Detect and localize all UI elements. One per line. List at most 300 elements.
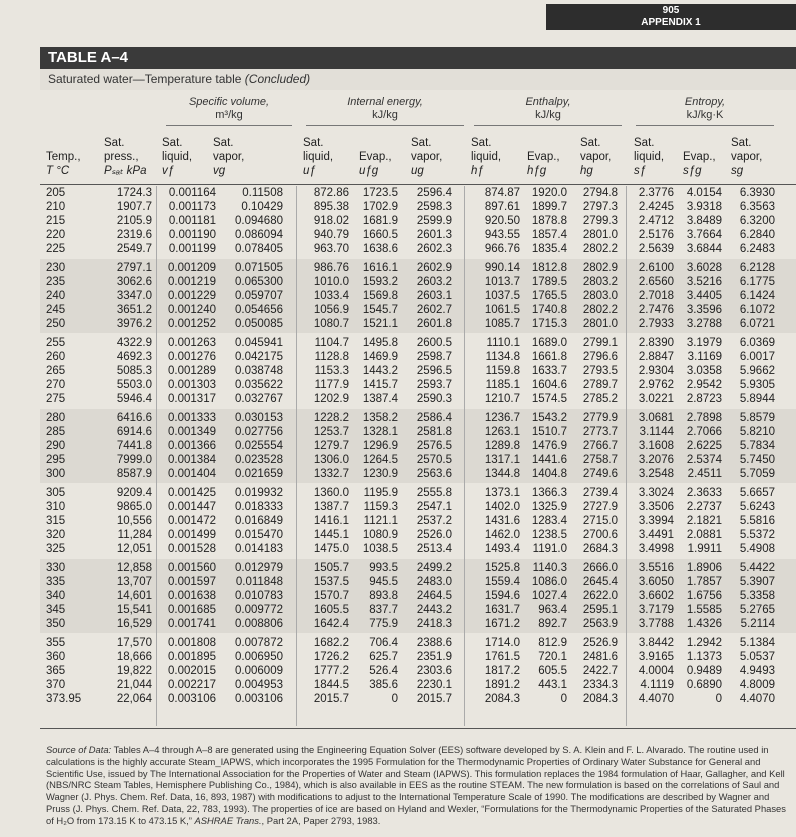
table-cell: 385.6 [369, 679, 398, 691]
column-header-line: vapor, [580, 151, 612, 163]
table-cell: 365 [46, 665, 66, 677]
table-cell: 2600.5 [416, 337, 452, 349]
table-row [40, 392, 796, 406]
table-cell: 275 [46, 393, 66, 405]
column-header-line: vapor, [731, 151, 763, 163]
column-header-line: Evap., [527, 151, 560, 163]
table-cell: 5.7834 [739, 440, 775, 452]
table-cell: 2443.2 [416, 604, 452, 616]
table-cell: 370 [46, 679, 66, 691]
column-header-line [683, 136, 716, 150]
table-cell: 265 [46, 365, 66, 377]
table-cell: 205 [46, 187, 66, 199]
table-cell: 0.001808 [168, 637, 216, 649]
table-cell: 280 [46, 412, 66, 424]
table-cell: 2.8390 [638, 337, 674, 349]
table-cell: 1510.7 [531, 426, 567, 438]
table-cell: 3.6050 [638, 576, 674, 588]
group-name: Enthalpy, [525, 96, 571, 108]
table-cell: 526.4 [369, 665, 398, 677]
column-header-line: sɡ [731, 165, 744, 177]
table-cell: 6.0369 [739, 337, 775, 349]
table-row [40, 589, 796, 603]
table-cell: 3.9318 [686, 201, 722, 213]
footnote-tail: , Part 2A, Paper 2793, 1983. [261, 814, 381, 826]
table-cell: 1817.2 [484, 665, 520, 677]
table-cell: 837.7 [369, 604, 398, 616]
table-cell: 1920.0 [531, 187, 567, 199]
table-cell: 0.007872 [235, 637, 283, 649]
column-header-line: press., [104, 151, 139, 163]
table-cell: 893.8 [369, 590, 398, 602]
table-cell: 5503.0 [116, 379, 152, 391]
column-header [411, 136, 442, 178]
column-divider [296, 186, 297, 726]
column-header [213, 136, 244, 178]
table-row [40, 350, 796, 364]
table-cell: 1037.5 [484, 290, 520, 302]
table-subtitle [40, 69, 796, 90]
table-cell: 986.76 [313, 262, 349, 274]
table-cell: 2.8723 [686, 393, 722, 405]
table-row [40, 636, 796, 650]
table-cell: 4.4070 [638, 693, 674, 705]
table-cell: 0.001366 [168, 440, 216, 452]
table-cell: 1080.7 [313, 318, 349, 330]
row-group [40, 561, 796, 631]
table-cell: 330 [46, 562, 66, 574]
table-cell: 6.0017 [739, 351, 775, 363]
group-unit: kJ/kg [535, 109, 561, 121]
table-cell: 1038.5 [362, 543, 398, 555]
table-cell: 3.7664 [686, 229, 722, 241]
table-row [40, 617, 796, 631]
table-cell: 0.001384 [168, 454, 216, 466]
table-cell: 1085.7 [484, 318, 520, 330]
table-cell: 19,822 [116, 665, 152, 677]
table-cell: 1857.4 [531, 229, 567, 241]
table-cell: 7441.8 [116, 440, 152, 452]
table-cell: 1104.7 [314, 337, 349, 349]
table-cell: 918.02 [313, 215, 349, 227]
table-cell: 1642.4 [313, 618, 349, 630]
table-cell: 315 [46, 515, 66, 527]
table-cell: 2603.1 [416, 290, 452, 302]
table-cell: 0.011848 [235, 576, 283, 588]
table-cell: 1671.2 [484, 618, 520, 630]
table-cell: 3.0358 [686, 365, 722, 377]
table-cell: 1681.9 [362, 215, 398, 227]
table-cell: 1.4326 [686, 618, 722, 630]
table-cell: 0.030153 [235, 412, 283, 424]
table-cell: 2596.4 [416, 187, 452, 199]
column-header-line: hƒɡ [527, 165, 547, 177]
table-cell: 2.5374 [686, 454, 722, 466]
table-cell: 1574.5 [531, 393, 567, 405]
table-cell: 1476.9 [531, 440, 567, 452]
table-cell: 300 [46, 468, 66, 480]
group-entropy [630, 96, 780, 122]
column-header-line: Sat. [634, 137, 655, 149]
table-cell: 1210.7 [484, 393, 520, 405]
table-cell: 0.9489 [686, 665, 722, 677]
table-cell: 1569.8 [362, 290, 398, 302]
table-cell: 0.071505 [235, 262, 283, 274]
table-cell: 1525.8 [484, 562, 520, 574]
table-cell: 1777.2 [313, 665, 349, 677]
table-cell: 220 [46, 229, 66, 241]
table-cell: 1462.0 [484, 529, 520, 541]
table-cell: 2797.1 [116, 262, 152, 274]
table-cell: 2739.4 [582, 487, 618, 499]
table-row [40, 650, 796, 664]
table-cell: 3.4405 [686, 290, 722, 302]
column-header-line: liquid, [471, 151, 502, 163]
table-cell: 1761.5 [484, 651, 520, 663]
table-cell: 13,707 [116, 576, 152, 588]
table-cell: 1.2942 [686, 637, 722, 649]
table-cell: 0.001685 [168, 604, 216, 616]
table-cell: 3.9165 [638, 651, 674, 663]
table-cell: 1185.1 [485, 379, 520, 391]
table-row [40, 228, 796, 242]
column-header-line: uƒ [303, 165, 316, 177]
column-divider [626, 186, 627, 726]
table-cell: 0.001560 [168, 562, 216, 574]
table-row [40, 186, 796, 200]
table-cell: 4.8009 [739, 679, 775, 691]
table-cell: 1415.7 [362, 379, 398, 391]
column-header-line: Sat. [104, 137, 125, 149]
row-group [40, 486, 796, 556]
table-cell: 1159.3 [363, 501, 398, 513]
table-cell: 1121.1 [363, 515, 398, 527]
table-cell: 1714.0 [484, 637, 520, 649]
table-cell: 1521.1 [362, 318, 398, 330]
column-header [580, 136, 611, 178]
table-cell: 5.2765 [739, 604, 775, 616]
table-cell: 2.7066 [686, 426, 722, 438]
column-header-line: Sat. [731, 137, 752, 149]
table-cell: 22,064 [116, 693, 152, 705]
page-number: 905 [662, 5, 680, 16]
table-cell: 3.8489 [686, 215, 722, 227]
table-cell: 335 [46, 576, 66, 588]
table-row [40, 364, 796, 378]
table-cell: 2622.0 [582, 590, 618, 602]
column-header-line: vƒ [162, 165, 175, 177]
group-rule [306, 125, 464, 126]
table-cell: 1844.5 [313, 679, 349, 691]
column-header-line [46, 136, 81, 150]
table-cell: 2796.6 [582, 351, 618, 363]
table-cell: 1689.0 [531, 337, 567, 349]
table-cell: 250 [46, 318, 66, 330]
table-cell: 230 [46, 262, 66, 274]
table-cell: 1616.1 [362, 262, 398, 274]
table-cell: 2598.3 [416, 201, 452, 213]
table-row [40, 289, 796, 303]
subtitle-note: (Concluded) [244, 72, 311, 86]
table-cell: 1537.5 [313, 576, 349, 588]
table-cell: 0.001199 [168, 243, 216, 255]
table-cell: 6.2840 [739, 229, 775, 241]
table-cell: 215 [46, 215, 66, 227]
table-cell: 1317.1 [484, 454, 520, 466]
table-cell: 0.001741 [168, 618, 216, 630]
table-cell: 325 [46, 543, 66, 555]
table-cell: 2464.5 [416, 590, 452, 602]
table-cell: 443.1 [538, 679, 567, 691]
table-row [40, 486, 796, 500]
table-cell: 3.3506 [638, 501, 674, 513]
column-header [683, 136, 716, 178]
table-cell: 2727.9 [582, 501, 618, 513]
group-rule [474, 125, 622, 126]
table-cell: 0.050085 [235, 318, 283, 330]
column-header-line: hɡ [580, 165, 593, 177]
table-cell: 2801.0 [582, 318, 618, 330]
table-cell: 2547.1 [416, 501, 452, 513]
table-cell: 0.001597 [168, 576, 216, 588]
table-row [40, 336, 796, 350]
table-cell: 1344.8 [484, 468, 520, 480]
table-cell: 3.4998 [638, 543, 674, 555]
table-cell: 1306.0 [313, 454, 349, 466]
table-cell: 0.094680 [235, 215, 283, 227]
column-header-line: Pₛₐₜ kPa [104, 165, 147, 177]
table-cell: 2570.5 [416, 454, 452, 466]
table-cell: 2303.6 [416, 665, 452, 677]
table-cell: 5946.4 [116, 393, 152, 405]
table-cell: 1228.2 [313, 412, 349, 424]
group-unit: kJ/kg [372, 109, 398, 121]
table-cell: 3.8442 [638, 637, 674, 649]
column-header-line: uɡ [411, 165, 424, 177]
table-cell: 340 [46, 590, 66, 602]
table-cell: 2576.5 [416, 440, 452, 452]
table-cell: 2602.9 [416, 262, 452, 274]
table-cell: 2797.3 [582, 201, 618, 213]
group-rule [636, 125, 774, 126]
table-row [40, 275, 796, 289]
table-cell: 2563.9 [582, 618, 618, 630]
table-cell: 3.1608 [638, 440, 674, 452]
table-cell: 0.038748 [235, 365, 283, 377]
column-divider [464, 186, 465, 726]
table-cell: 6.1424 [739, 290, 775, 302]
table-cell: 0.002217 [168, 679, 216, 691]
table-cell: 3.1144 [639, 426, 674, 438]
table-cell: 3976.2 [116, 318, 152, 330]
table-cell: 1441.6 [531, 454, 567, 466]
table-cell: 0.001472 [168, 515, 216, 527]
table-cell: 3.6844 [686, 243, 722, 255]
table-cell: 2581.8 [416, 426, 452, 438]
table-cell: 1593.2 [362, 276, 398, 288]
table-cell: 2526.0 [416, 529, 452, 541]
table-row [40, 200, 796, 214]
table-cell: 1765.5 [531, 290, 567, 302]
table-cell: 1660.5 [362, 229, 398, 241]
table-row [40, 214, 796, 228]
column-header-line: liquid, [634, 151, 665, 163]
table-cell: 2.4245 [638, 201, 674, 213]
table-cell: 5085.3 [116, 365, 152, 377]
table-cell: 0.6890 [686, 679, 722, 691]
table-cell: 6.1775 [739, 276, 775, 288]
footnote [46, 744, 786, 827]
table-cell: 0.001263 [168, 337, 216, 349]
table-cell: 2015.7 [416, 693, 452, 705]
table-cell: 1638.6 [362, 243, 398, 255]
table-cell: 1682.2 [313, 637, 349, 649]
table-cell: 0.042175 [235, 351, 283, 363]
table-cell: 5.9305 [739, 379, 775, 391]
table-cell: 0.012979 [235, 562, 283, 574]
table-cell: 285 [46, 426, 66, 438]
column-header [162, 136, 192, 178]
table-cell: 9865.0 [116, 501, 152, 513]
table-cell: 0.045941 [235, 337, 283, 349]
subtitle-main: Saturated water—Temperature table [48, 72, 245, 86]
table-cell: 5.7059 [739, 468, 775, 480]
table-cell: 295 [46, 454, 66, 466]
row-group [40, 411, 796, 481]
table-cell: 8587.9 [116, 468, 152, 480]
table-cell: 2230.1 [416, 679, 452, 691]
table-cell: 605.5 [538, 665, 567, 677]
table-cell: 2.9542 [686, 379, 722, 391]
table-row [40, 378, 796, 392]
table-cell: 2388.6 [416, 637, 452, 649]
table-cell: 0.014183 [235, 543, 283, 555]
table-cell: 1.7857 [686, 576, 722, 588]
table-row [40, 261, 796, 275]
table-cell: 1033.4 [313, 290, 349, 302]
table-cell: 625.7 [369, 651, 398, 663]
table-cell: 1445.1 [313, 529, 349, 541]
table-row [40, 453, 796, 467]
table-cell: 2.1821 [686, 515, 722, 527]
table-cell: 2601.3 [416, 229, 452, 241]
table-cell: 1404.8 [531, 468, 567, 480]
table-cell: 0.001276 [168, 351, 216, 363]
table-cell: 0.016849 [235, 515, 283, 527]
table-row [40, 542, 796, 556]
table-cell: 3.2788 [686, 318, 722, 330]
table-cell: 2084.3 [582, 693, 618, 705]
table-cell: 0.001219 [168, 276, 216, 288]
table-cell: 1835.4 [531, 243, 567, 255]
table-cell: 5.9662 [739, 365, 775, 377]
table-cell: 2793.5 [582, 365, 618, 377]
table-cell: 0.023528 [235, 454, 283, 466]
column-header [359, 136, 392, 178]
table-cell: 2700.6 [582, 529, 618, 541]
table-cell: 1702.9 [362, 201, 398, 213]
table-cell: 11,284 [117, 529, 152, 541]
table-cell: 0.001638 [168, 590, 216, 602]
table-cell: 2666.0 [582, 562, 618, 574]
table-cell: 4.0154 [686, 187, 722, 199]
column-header-line [527, 136, 560, 150]
table-cell: 1253.7 [313, 426, 349, 438]
table-cell: 260 [46, 351, 66, 363]
table-cell: 0.001499 [168, 529, 216, 541]
table-cell: 0.010783 [235, 590, 283, 602]
table-cell: 2794.8 [582, 187, 618, 199]
table-cell: 3.4491 [638, 529, 674, 541]
table-cell: 0.001895 [168, 651, 216, 663]
column-header [527, 136, 560, 178]
table-cell: 1010.0 [313, 276, 349, 288]
table-cell: 963.70 [313, 243, 349, 255]
table-cell: 9209.4 [116, 487, 152, 499]
table-cell: 0.065300 [235, 276, 283, 288]
table-cell: 2.6225 [686, 440, 722, 452]
table-cell: 305 [46, 487, 66, 499]
table-cell: 1177.9 [314, 379, 349, 391]
table-cell: 0.035622 [235, 379, 283, 391]
table-cell: 0.027756 [235, 426, 283, 438]
table-cell: 720.1 [538, 651, 567, 663]
table-cell: 872.86 [313, 187, 349, 199]
table-cell: 2481.6 [582, 651, 618, 663]
table-cell: 2351.9 [416, 651, 452, 663]
table-cell: 2483.0 [416, 576, 452, 588]
column-divider [156, 186, 157, 726]
table-cell: 245 [46, 304, 66, 316]
table-cell: 1289.8 [484, 440, 520, 452]
table-cell: 1715.3 [531, 318, 567, 330]
table-cell: 345 [46, 604, 66, 616]
table-cell: 1604.6 [531, 379, 567, 391]
table-cell: 0.001209 [168, 262, 216, 274]
table-cell: 3.0221 [638, 393, 674, 405]
table-cell: 6.3200 [739, 215, 775, 227]
table-row [40, 664, 796, 678]
table-cell: 1605.5 [313, 604, 349, 616]
table-cell: 0 [560, 693, 567, 705]
table-cell: 10,556 [116, 515, 152, 527]
table-cell: 0.001289 [168, 365, 216, 377]
table-cell: 1.6756 [686, 590, 722, 602]
table-cell: 2802.2 [582, 304, 618, 316]
table-cell: 1263.1 [484, 426, 520, 438]
table-cell: 1789.5 [531, 276, 567, 288]
table-cell: 1493.4 [484, 543, 520, 555]
table-cell: 255 [46, 337, 66, 349]
table-cell: 0.006950 [235, 651, 283, 663]
table-cell: 0.015470 [235, 529, 283, 541]
table-cell: 2601.8 [416, 318, 452, 330]
table-cell: 2603.2 [416, 276, 452, 288]
table-cell: 0.003106 [168, 693, 216, 705]
table-cell: 6.2483 [739, 243, 775, 255]
table-cell: 1236.7 [484, 412, 520, 424]
table-cell: 2593.7 [416, 379, 452, 391]
table-cell: 2.3633 [686, 487, 722, 499]
table-cell: 1402.0 [484, 501, 520, 513]
table-cell: 3062.6 [116, 276, 152, 288]
table-cell: 2555.8 [416, 487, 452, 499]
table-cell: 1416.1 [313, 515, 349, 527]
table-cell: 2598.7 [416, 351, 452, 363]
column-header [634, 136, 664, 178]
table-cell: 0.001447 [168, 501, 216, 513]
column-header-line: Evap., [683, 151, 716, 163]
